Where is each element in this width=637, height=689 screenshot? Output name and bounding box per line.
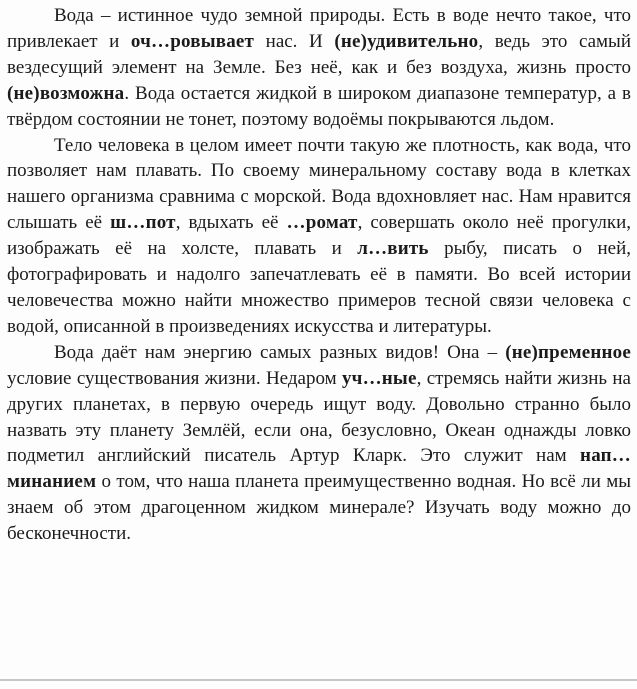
text-segment: условие существования жизни. Недаром [7, 367, 342, 389]
blank-word-bold: л…вить [357, 238, 429, 260]
blank-word-bold: (не)удивительно [334, 30, 479, 52]
bottom-divider [0, 679, 637, 681]
blank-word-bold: (не)возможна [7, 82, 125, 104]
text-segment: , стремясь найти жизнь на других планетах, в первую очередь ищут воду. Довольно странно было назвать эту планету Землёй, если она, безусловно, Океан однажды ловко подметил английский писатель Артур Кларк. Это служит нам [7, 367, 631, 467]
blank-word-bold: (не)пременное [505, 341, 631, 363]
blank-word-bold: оч…ровывает [130, 30, 255, 52]
text-segment: о том, что наша планета преимущественно водная. Но всё ли мы знаем об этом драгоценном жидком минерале? Изучать воду можно до бесконечности. [7, 471, 631, 545]
text-segment: . Вода остается жидкой в широком диапазоне температур, а в твёрдом состоянии не тонет, поэтому водоёмы покрываются льдом. [7, 82, 631, 130]
blank-word-bold: нап…минанием [7, 445, 631, 493]
text-segment: Тело человека в целом имеет почти такую же плотность, как вода, что позволяет нам плавать. По своему минеральному составу вода в клетках нашего организма сравнима с морской. Вода вдохновляет нас. Нам нравится слышать её [7, 134, 631, 234]
paragraph [7, 133, 631, 340]
blank-word-bold: …ромат [286, 212, 358, 234]
text-segment: нас. И [254, 30, 335, 52]
paragraph [7, 340, 631, 547]
blank-word-bold: уч…ные [341, 367, 417, 389]
text-segment: , вдыхать её [175, 212, 287, 234]
paragraph [7, 3, 631, 133]
text-segment: Вода даёт нам энергию самых разных видов! Она – [54, 341, 506, 363]
text-segment: , ведь это самый вездесущий элемент на Земле. Без неё, как и без воздуха, жизнь просто [7, 30, 631, 78]
text-segment: рыбу, писать о ней, фотографировать и надолго запечатлевать её в памяти. Во всей истории человечества можно найти множество примеров тесной связи человека с водой, описанной в произведениях искусства и литературы. [7, 238, 631, 337]
blank-word-bold: ш…пот [110, 212, 176, 234]
text-segment: , совершать около неё прогулки, изображать её на холсте, плавать и [7, 212, 631, 260]
text-segment: Вода – истинное чудо земной природы. Есть в воде нечто такое, что привлекает и [7, 5, 631, 52]
